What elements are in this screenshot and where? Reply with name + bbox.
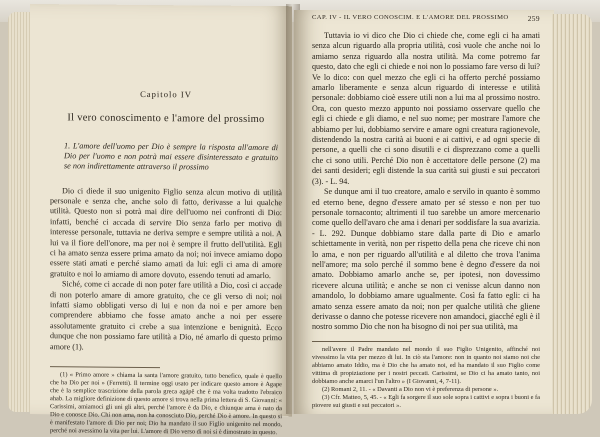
- right-footnote-2: (2) Romani 2, 11. - « Davanti a Dio non vi è preferenza di persone ».: [322, 385, 499, 393]
- open-book: [8, 4, 592, 437]
- left-paragraph-2: Siché, come ci accade di non poter fare utilità a Dio, così ci accade di non poterlo amare di amore gratuito, che ce gli verso di noi; noi infatti siamo obbligati verso di lui e non da noi e per amore ben comprendere abbiamo che fosse amato anche a noi per essere assolutamente gratuito ci crebe a sua intenzione e benignità. Ecco dunque che non possiamo fare utilità a Dio, né amarlo di questo primo amore (1).: [50, 279, 282, 352]
- running-header: [312, 14, 540, 23]
- chapter-title: Il vero conoscimento e l'amore del prossimo: [67, 112, 265, 126]
- section-epigraph: 1. L'amore dell'uomo per Dio è sempre la risposta all'amore di Dio per l'uomo e non potrà mai essere disinteressato e gratuito se non indirettamente attraverso il prossimo: [64, 141, 278, 172]
- footnote-rule: [50, 366, 160, 368]
- left-page-edges: [8, 12, 32, 412]
- right-paragraph-2: Se dunque ami il tuo creatore, amalo e servilo in quanto è sommo ed eterno bene, degno d'essere amato per sé stesso e non per tuo personale tornaconto; altrimenti il tuo sarebbe un amore mercenario come quello dell'avaro che ama i denari per soddisfare la sua avarizia. - L. 292. Dunque dobbiamo stare dalla parte di Dio e amarlo schiettamente in verità, non per rispetto della pena che riceve chi non lo ama, e non per riguardo all'utilità e al diletto che trova l'anima nell'amore; ma solo perché il sommo bene è degno d'essere da noi amato. Dobbiamo amarlo anche se, per ipotesi, non dovessimo ricevere alcuna utilità; e anche se non ci venisse alcun danno non amandolo, lo dobbiamo amare ugualmente. Così fa fatto egli: ci ha amato senza essere amato da noi; non per qualche utilità che gliene derivasse o danno che potesse ricevere non amandoci, giacché egli è il nostro sommo Dio che non ha bisogno di noi per sua utilità, ma: [312, 187, 540, 332]
- left-page: [30, 4, 292, 437]
- right-footnote-1: nell'avere il Padre mandato nel mondo il suo Figlio Unigenito, affinché noi vivessimo la vita per mezzo di lui. In ciò sta l'amore: non in quanto noi siamo noi che abbiamo amato Iddio, ma è Dio che ha amato noi, ed ha mandato il suo Figlio come vittima di propiziazione per i nostri peccati. Carissimi, se Dio ci ha amato tanto, noi dobbiamo anche amarci l'un l'altro » (I Giovanni, 4, 7-11).: [312, 345, 540, 385]
- page-number: 259: [527, 14, 540, 23]
- footnote-rule: [312, 341, 412, 342]
- left-paragraph-1: Dio ci diede il suo unigenito Figlio senza alcun motivo di utilità personale e senza che, anche solo di fatto, derivasse a lui qualche utilità. Questo non si potrà mai dire dell'uomo nei confronti di Dio: infatti, benché ci accada di servire Dio senza farlo per motivo di interesse personale, tuttavia ne deriva sempre e sempre utilità a noi. A lui va il fiore dell'onore, ma per noi è sempre il frutto dell'utilità. Egli ci ha amato senza essere prima amato da noi; noi invece amiamo dopo essere stati amati e perché siamo amati da lui: egli ci ama di amore gratuito e noi lo amiamo di amore dovuto, essendo tenuti ad amarlo.: [50, 185, 282, 280]
- right-page: [294, 10, 554, 414]
- right-page-edges: [552, 14, 592, 414]
- left-footnote: (1) « Primo amore » chiama la santa l'amore gratuito, tutto benefico, quale è quello che ha Dio per noi » (Ferretti). Il termine oggi usato per indicare questo amore è Agape che è la semplice trascrizione della parola greca agápē che è ma volta tradotto l'ebraico ahab. La migliore definizione di questo amore si trova nella prima lettera di S. Giovanni: « Carissimi, amiamoci gli uni gli altri, perché l'amore è da Dio, e chiunque ama è nato da Dio e conosce Dio. Chi non ama, non ha conosciuto Dio, perché Dio è amore. In questo si è manifestato l'amore di Dio per noi; Dio ha mandato il suo Figlio unigenito nel mondo, perché noi avessimo la vita per lui. L'amore di Dio verso di noi si è dimostrato in questo.: [50, 371, 282, 437]
- right-footnote-3: (3) Cfr. Matteo, 5, 45. - « Egli fa sorgere il suo sole sopra i cattivi e sopra i buoni e fa piovere sui giusti e sui peccatori ».: [312, 393, 540, 409]
- running-head: CAP. IV - IL VERO CONOSCIM. E L'AMORE DEL PROSSIMO: [312, 14, 509, 21]
- chapter-label: Capitolo IV: [140, 88, 192, 100]
- right-paragraph-1: Tuttavia io vi dico che Dio ci chiede che, come egli ci ha amati senza alcun riguardo alla propria utilità, così vuole che anche noi lo amiamo senza riguardo alla nostra utilità. Ma come potremo far questo, dato che egli ci chiede e noi non lo possiamo fare verso di lui? Ve lo dico: con quel mezzo che egli ci ha offerto perché possiamo amarlo liberamente e senza alcun riguardo di interesse e utilità personale: dobbiamo cioè essere utili non a lui ma al prossimo nostro. Ora, con questo mezzo appunto noi possiamo osservare quello che egli ci chiede e gli diamo, e nel suo nome; per mostrare l'amore che abbiamo per lui, dobbiamo servire e amare ogni creatura ragionevole, distendendo la nostra carità ai buoni e ai cattivi, e ad ogni specie di persone, a quelli che ci sono disutili e ci disprezzano come a quelli che ci sono utili. Perché Dio non è accettatore delle persone (2) ma dei santi desideri; egli distende la sua carità sui giusti e sui peccatori (3). - L. 94.: [312, 31, 540, 186]
